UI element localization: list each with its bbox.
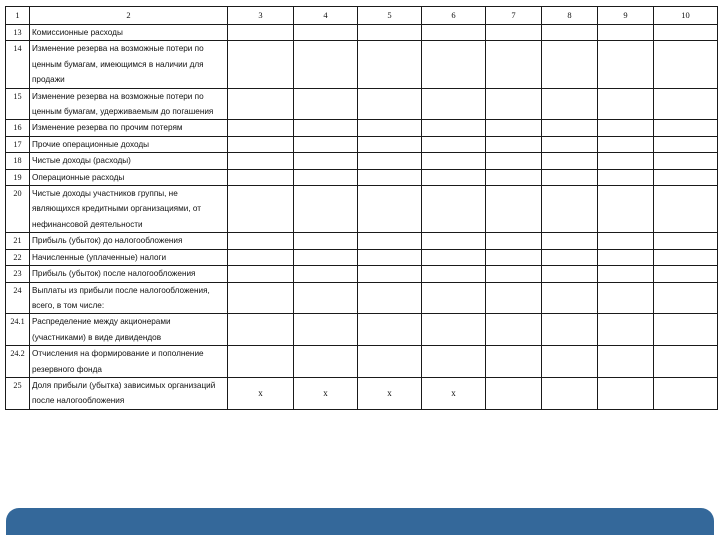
value-cell [358,41,422,88]
value-cell [598,41,654,88]
value-cell [542,169,598,185]
value-cell [542,41,598,88]
value-cell [422,153,486,169]
value-cell [294,136,358,152]
value-cell [422,136,486,152]
value-cell [542,120,598,136]
value-cell [486,120,542,136]
header-cell: 4 [294,7,358,25]
value-cell [654,266,718,282]
value-cell [654,153,718,169]
value-cell [654,314,718,346]
value-cell [422,186,486,233]
value-cell [422,233,486,249]
value-cell [228,314,294,346]
value-cell [294,346,358,378]
value-cell [358,120,422,136]
row-number: 21 [6,233,30,249]
value-cell [486,346,542,378]
header-cell: 2 [30,7,228,25]
table-row [6,282,718,314]
header-cell: 5 [358,7,422,25]
table-row [6,233,718,249]
value-cell [486,266,542,282]
value-cell [542,233,598,249]
value-cell [228,266,294,282]
value-cell [358,186,422,233]
value-cell [486,186,542,233]
value-cell [598,88,654,120]
report-table [5,6,718,410]
value-cell [228,282,294,314]
row-number: 19 [6,169,30,185]
header-row [6,7,718,25]
row-description: Доля прибыли (убытка) зависимых организаций после налогообложения [30,377,228,409]
value-cell [486,88,542,120]
value-cell [598,169,654,185]
value-cell [598,25,654,41]
value-cell [486,377,542,409]
value-cell [228,346,294,378]
row-description: Начисленные (уплаченные) налоги [30,249,228,265]
value-cell [358,266,422,282]
value-cell [358,136,422,152]
value-cell [228,249,294,265]
row-description: Прибыль (убыток) после налогообложения [30,266,228,282]
value-cell [542,266,598,282]
value-cell [654,120,718,136]
value-cell [422,41,486,88]
table-row [6,249,718,265]
value-cell [542,153,598,169]
value-cell [358,282,422,314]
value-cell [654,25,718,41]
value-cell [654,377,718,409]
table-row [6,266,718,282]
value-cell [422,169,486,185]
row-number: 16 [6,120,30,136]
value-cell [542,25,598,41]
value-cell [228,41,294,88]
row-number: 17 [6,136,30,152]
row-description: Комиссионные расходы [30,25,228,41]
value-cell [294,88,358,120]
row-number: 18 [6,153,30,169]
row-description: Изменение резерва на возможные потери по ценным бумагам, удерживаемым до погашения [30,88,228,120]
header-cell: 1 [6,7,30,25]
table-row [6,314,718,346]
value-cell [598,136,654,152]
row-description: Отчисления на формирование и пополнение резервного фонда [30,346,228,378]
table-body [6,7,718,410]
value-cell [542,282,598,314]
row-number: 20 [6,186,30,233]
value-cell [358,249,422,265]
value-cell [294,169,358,185]
value-cell [486,249,542,265]
value-cell [598,186,654,233]
value-cell [228,233,294,249]
value-cell [486,25,542,41]
value-cell [598,120,654,136]
value-cell [598,153,654,169]
value-cell [486,282,542,314]
value-cell [654,88,718,120]
footer-band [6,508,714,535]
value-cell [422,314,486,346]
row-number: 22 [6,249,30,265]
value-cell [358,88,422,120]
value-cell [228,186,294,233]
header-cell: 9 [598,7,654,25]
value-cell: х [358,377,422,409]
row-number: 24 [6,282,30,314]
value-cell [654,233,718,249]
value-cell [294,153,358,169]
value-cell [598,346,654,378]
row-number: 15 [6,88,30,120]
table-row [6,136,718,152]
value-cell [422,120,486,136]
value-cell [228,25,294,41]
row-number: 14 [6,41,30,88]
value-cell [598,377,654,409]
value-cell [486,136,542,152]
row-number: 24.1 [6,314,30,346]
value-cell [542,88,598,120]
row-description: Чистые доходы участников группы, не являющихся кредитными организациями, от нефинансовой деятельности [30,186,228,233]
row-description: Выплаты из прибыли после налогообложения, всего, в том числе: [30,282,228,314]
value-cell [228,136,294,152]
value-cell [542,186,598,233]
value-cell [228,88,294,120]
table-row [6,377,718,409]
table-row [6,120,718,136]
value-cell [486,314,542,346]
value-cell [228,169,294,185]
value-cell [422,25,486,41]
value-cell [486,233,542,249]
table-row [6,25,718,41]
header-cell: 3 [228,7,294,25]
table-row [6,153,718,169]
value-cell [486,169,542,185]
row-number: 25 [6,377,30,409]
value-cell [294,249,358,265]
row-description: Операционные расходы [30,169,228,185]
value-cell [358,25,422,41]
value-cell [294,25,358,41]
value-cell [654,136,718,152]
table-row [6,346,718,378]
value-cell: х [294,377,358,409]
value-cell [294,233,358,249]
value-cell [294,41,358,88]
header-cell: 6 [422,7,486,25]
header-cell: 8 [542,7,598,25]
value-cell [542,377,598,409]
row-description: Прочие операционные доходы [30,136,228,152]
row-description: Прибыль (убыток) до налогообложения [30,233,228,249]
value-cell [422,282,486,314]
header-cell: 10 [654,7,718,25]
row-description: Изменение резерва по прочим потерям [30,120,228,136]
value-cell [542,136,598,152]
value-cell [598,282,654,314]
value-cell [294,282,358,314]
row-description: Распределение между акционерами (участниками) в виде дивидендов [30,314,228,346]
value-cell [654,41,718,88]
value-cell [294,186,358,233]
header-cell: 7 [486,7,542,25]
value-cell [654,186,718,233]
value-cell [228,153,294,169]
value-cell [358,233,422,249]
value-cell [598,314,654,346]
row-description: Чистые доходы (расходы) [30,153,228,169]
value-cell [358,153,422,169]
table-row [6,186,718,233]
value-cell [294,120,358,136]
value-cell: х [422,377,486,409]
row-description: Изменение резерва на возможные потери по ценным бумагам, имеющимся в наличии для продажи [30,41,228,88]
value-cell [486,41,542,88]
value-cell [358,314,422,346]
value-cell [358,169,422,185]
value-cell [654,282,718,314]
row-number: 23 [6,266,30,282]
value-cell [358,346,422,378]
value-cell [598,266,654,282]
row-number: 24.2 [6,346,30,378]
value-cell [422,249,486,265]
value-cell [422,346,486,378]
value-cell [422,266,486,282]
value-cell [654,169,718,185]
value-cell [422,88,486,120]
value-cell [542,346,598,378]
value-cell [542,249,598,265]
value-cell [542,314,598,346]
value-cell [486,153,542,169]
value-cell [654,249,718,265]
table-row [6,41,718,88]
value-cell [598,233,654,249]
value-cell [228,120,294,136]
row-number: 13 [6,25,30,41]
value-cell: х [228,377,294,409]
value-cell [654,346,718,378]
value-cell [598,249,654,265]
table-row [6,88,718,120]
table-row [6,169,718,185]
value-cell [294,314,358,346]
value-cell [294,266,358,282]
